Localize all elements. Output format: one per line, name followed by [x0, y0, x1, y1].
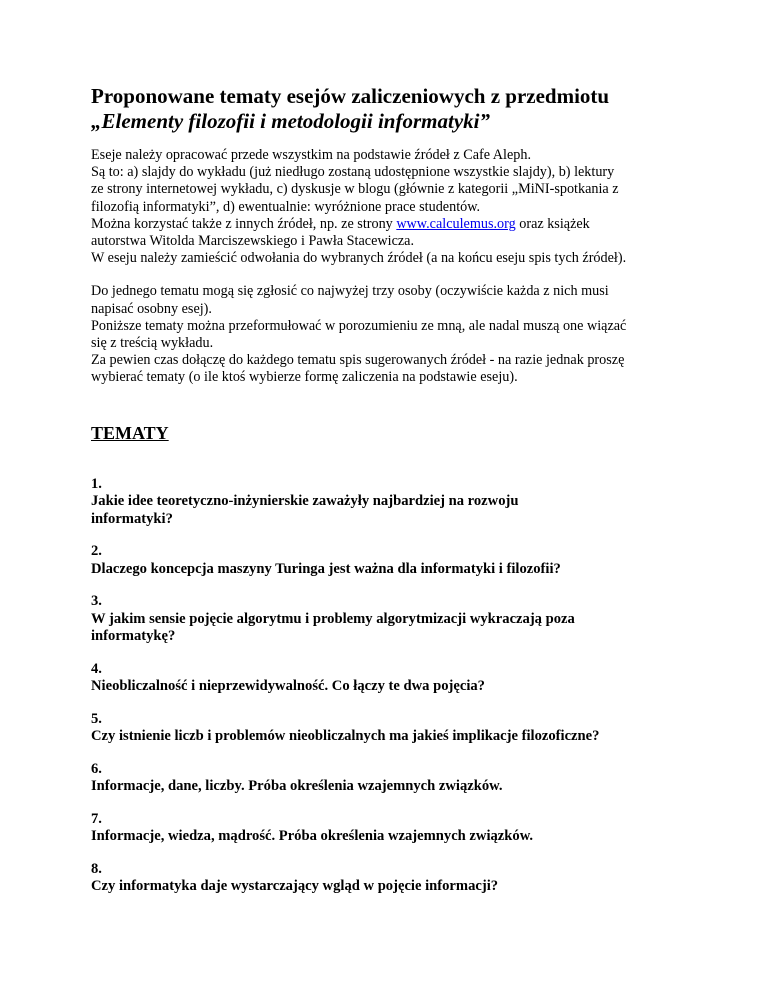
rules-line: napisać osobny esej). [91, 300, 212, 317]
course-title: „Elementy filozofii i metodologii informatyki” [91, 109, 490, 133]
topic-text: Czy informatyka daje wystarczający wgląd w pojęcie informacji? [91, 878, 499, 895]
topic-number: 8. [91, 860, 102, 877]
topic-text: informatykę? [91, 628, 176, 645]
calculemus-link[interactable]: www.calculemus.org [396, 215, 516, 232]
topic-number: 4. [91, 660, 102, 677]
topics-heading: TEMATY [91, 422, 169, 443]
intro-line: filozofią informatyki”, d) ewentualnie: wyróżnione prace studentów. [91, 198, 481, 215]
intro-text: Można korzystać także z innych źródeł, np. ze strony [91, 215, 397, 232]
topic-item [91, 711, 688, 746]
topic-text: Informacje, dane, liczby. Próba określenia wzajemnych związków. [91, 778, 503, 795]
topic-number: 7. [91, 810, 102, 827]
intro-line: ze strony internetowej wykładu, c) dyskusje w blogu (głównie z kategorii „MiNI-spotkania z [91, 181, 619, 198]
rules-line: Do jednego tematu mogą się zgłosić co najwyżej trzy osoby (oczywiście każda z nich musi [91, 283, 609, 300]
rules-line: się z treścią wykładu. [91, 335, 214, 352]
intro-paragraph [91, 147, 688, 267]
intro-line: autorstwa Witolda Marciszewskiego i Pawła Stacewicza. [91, 233, 415, 250]
topic-item [91, 761, 688, 796]
topic-number: 2. [91, 543, 102, 560]
intro-line: Są to: a) slajdy do wykładu (już niedługo zostaną udostępnione wszystkie slajdy), b) lektury [91, 164, 615, 181]
intro-text: oraz książek [515, 215, 590, 232]
topic-number: 6. [91, 760, 102, 777]
topic-item [91, 476, 688, 529]
intro-line: W eseju należy zamieścić odwołania do wybranych źródeł (a na końcu eseju spis tych źródeł). [91, 250, 627, 267]
topic-text: Informacje, wiedza, mądrość. Próba określenia wzajemnych związków. [91, 828, 534, 845]
topic-text: Jakie idee teoretyczno-inżynierskie zaważyły najbardziej na rozwoju [91, 493, 519, 510]
topic-text: Dlaczego koncepcja maszyny Turinga jest ważna dla informatyki i filozofii? [91, 560, 561, 577]
topic-text: W jakim sensie pojęcie algorytmu i problemy algorytmizacji wykraczają poza [91, 610, 575, 627]
topic-text: informatyki? [91, 510, 173, 527]
topic-item [91, 543, 688, 578]
topic-item [91, 861, 688, 896]
intro-line-with-link [91, 216, 688, 233]
topic-text: Czy istnienie liczb i problemów nieobliczalnych ma jakieś implikacje filozoficzne? [91, 728, 600, 745]
topic-item [91, 593, 688, 646]
rules-paragraph [91, 283, 688, 386]
rules-line: Za pewien czas dołączę do każdego tematu spis sugerowanych źródeł - na razie jednak proszę [91, 352, 625, 369]
intro-line: Eseje należy opracować przede wszystkim na podstawie źródeł z Cafe Aleph. [91, 147, 532, 163]
topic-item [91, 661, 688, 696]
topic-number: 5. [91, 710, 102, 727]
topic-item [91, 811, 688, 846]
rules-line: wybierać tematy (o ile ktoś wybierze formę zaliczenia na podstawie eseju). [91, 369, 518, 386]
topic-text: Nieobliczalność i nieprzewidywalność. Co łączy te dwa pojęcia? [91, 678, 485, 695]
rules-line: Poniższe tematy można przeformułować w porozumieniu ze mną, ale nadal muszą one wiązać [91, 317, 627, 334]
topics-list [91, 476, 688, 896]
document-title: Proponowane tematy esejów zaliczeniowych z przedmiotu [91, 84, 610, 108]
topic-number: 1. [91, 475, 102, 492]
topic-number: 3. [91, 593, 102, 610]
document-header [91, 84, 688, 134]
